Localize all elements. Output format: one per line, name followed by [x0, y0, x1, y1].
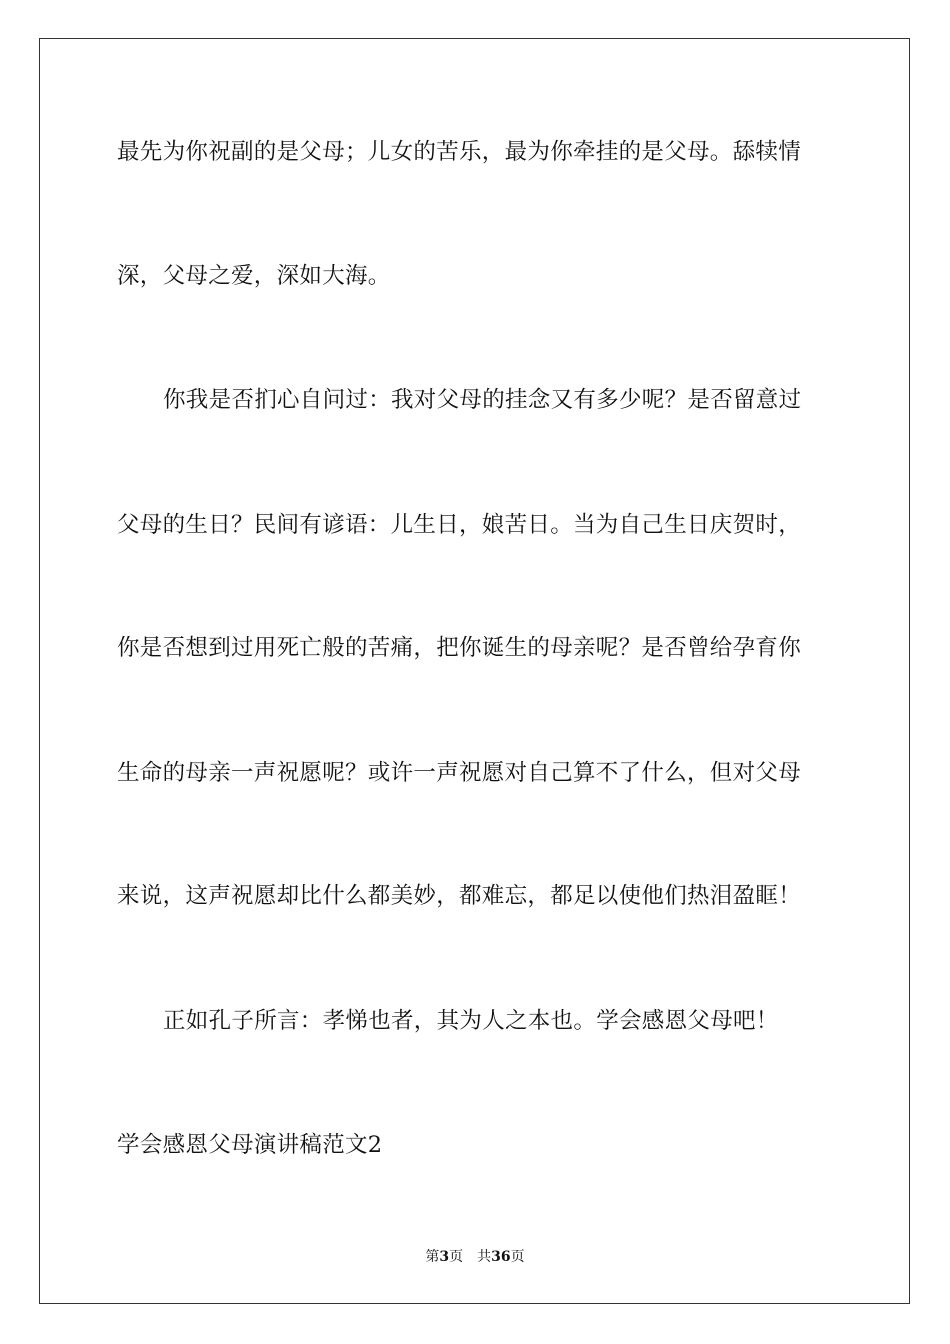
paragraph-line-4: 父母的生日？民间有谚语：儿生日，娘苦日。当为自己生日庆贺时，	[117, 512, 802, 538]
paragraph-line-3: 你我是否扪心自问过：我对父母的挂念又有多少呢？是否留意过	[163, 387, 802, 413]
paragraph-line-7: 来说，这声祝愿却比什么都美妙，都难忘，都足以使他们热泪盈眶！	[117, 883, 802, 909]
section-heading: 学会感恩父母演讲稿范文2	[117, 1132, 383, 1158]
total-prefix: 共	[477, 1249, 492, 1265]
page-suffix: 页	[449, 1249, 464, 1265]
paragraph-line-5: 你是否想到过用死亡般的苦痛，把你诞生的母亲呢？是否曾给孕育你	[117, 635, 802, 661]
paragraph-line-1: 最先为你祝副的是父母；儿女的苦乐，最为你牵挂的是父母。舔犊情	[117, 139, 802, 165]
paragraph-line-2: 深，父母之爱，深如大海。	[117, 263, 391, 289]
page-border	[39, 38, 910, 1304]
total-pages: 36	[491, 1249, 511, 1265]
page-prefix: 第	[425, 1249, 440, 1265]
paragraph-line-8: 正如孔子所言：孝悌也者，其为人之本也。学会感恩父母吧！	[163, 1008, 779, 1034]
paragraph-line-6: 生命的母亲一声祝愿呢？或许一声祝愿对自己算不了什么，但对父母	[117, 760, 802, 786]
page-footer	[0, 1248, 950, 1266]
page-number: 3	[439, 1249, 450, 1265]
total-suffix: 页	[510, 1249, 525, 1265]
